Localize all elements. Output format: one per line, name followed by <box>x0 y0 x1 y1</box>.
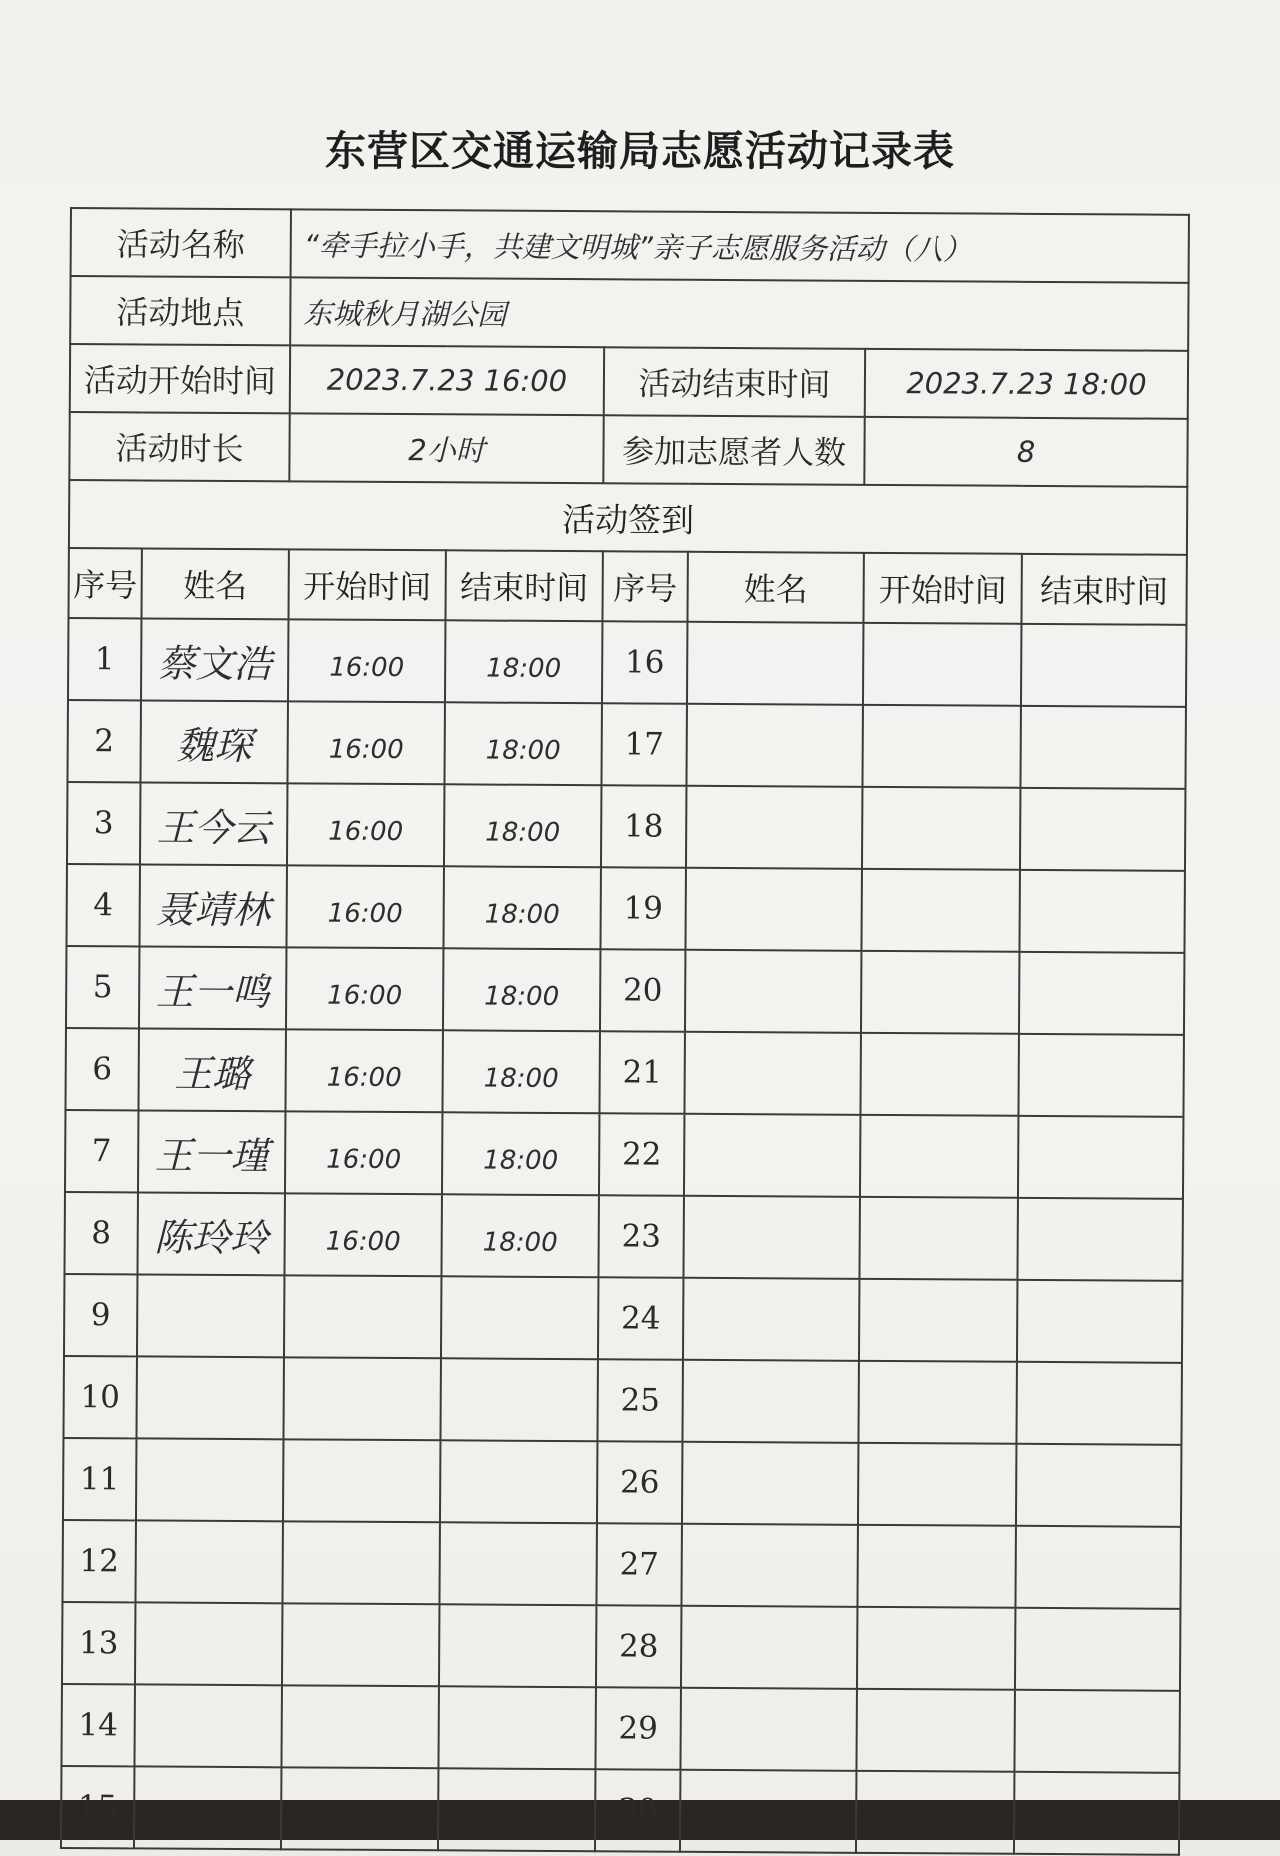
table-row <box>67 700 1186 789</box>
cell-left-end-time: 18:00 <box>444 784 601 867</box>
cell-right-name <box>683 1196 859 1279</box>
cell-left-start-time <box>283 1439 440 1522</box>
cell-left-name <box>134 1684 282 1767</box>
cell-right-end-time <box>1020 788 1186 871</box>
cell-right-end-time <box>1020 706 1186 789</box>
cell-right-number: 22 <box>599 1113 684 1196</box>
cell-right-name <box>684 1114 860 1197</box>
cell-right-number: 29 <box>595 1687 680 1770</box>
cell-right-name <box>684 1032 860 1115</box>
cell-left-name: 王一鸣 <box>139 946 287 1029</box>
cell-left-number: 15 <box>61 1766 134 1848</box>
table-row <box>64 1274 1183 1363</box>
cell-right-end-time <box>1018 1116 1184 1199</box>
cell-left-name: 王一瑾 <box>138 1110 286 1193</box>
cell-left-number: 10 <box>63 1356 136 1438</box>
cell-left-end-time <box>438 1768 595 1851</box>
cell-right-name <box>687 622 863 705</box>
cell-right-start-time <box>860 1033 1018 1116</box>
cell-left-end-time: 18:00 <box>442 1030 599 1113</box>
cell-right-name <box>681 1606 857 1689</box>
col-header-left-start: 开始时间 <box>289 549 446 620</box>
cell-left-end-time <box>440 1358 597 1441</box>
cell-right-number: 19 <box>600 867 685 950</box>
cell-right-name <box>685 950 861 1033</box>
cell-left-start-time <box>282 1521 439 1604</box>
cell-right-start-time <box>857 1607 1015 1690</box>
cell-right-number: 30 <box>595 1769 680 1852</box>
cell-left-start-time: 16:00 <box>286 947 443 1030</box>
cell-left-name: 王璐 <box>138 1028 286 1111</box>
cell-right-number: 20 <box>600 949 685 1032</box>
cell-right-start-time <box>863 623 1021 706</box>
cell-right-end-time <box>1014 1772 1180 1855</box>
cell-right-end-time <box>1018 1034 1184 1117</box>
cell-left-number: 1 <box>68 618 141 700</box>
location-value: 东城秋月湖公园 <box>290 277 1188 350</box>
cell-right-name <box>683 1278 859 1361</box>
cell-right-end-time <box>1015 1608 1181 1691</box>
cell-left-start-time: 16:00 <box>284 1193 441 1276</box>
cell-left-end-time <box>441 1276 598 1359</box>
cell-right-end-time <box>1015 1526 1181 1609</box>
table-row <box>66 946 1185 1035</box>
cell-left-number: 14 <box>61 1684 134 1766</box>
table-row <box>62 1520 1181 1609</box>
cell-right-name <box>682 1360 858 1443</box>
cell-left-name: 聂靖林 <box>139 864 287 947</box>
cell-left-name: 蔡文浩 <box>141 618 289 701</box>
cell-left-name: 魏琛 <box>140 700 288 783</box>
cell-right-end-time <box>1016 1444 1182 1527</box>
duration-label: 活动时长 <box>69 412 289 481</box>
cell-left-number: 7 <box>65 1110 138 1192</box>
cell-left-start-time <box>284 1275 441 1358</box>
cell-left-name <box>137 1274 285 1357</box>
cell-right-end-time <box>1021 624 1187 707</box>
cell-right-number: 21 <box>599 1031 684 1114</box>
start-time-value: 2023.7.23 16:00 <box>290 345 604 415</box>
row-duration <box>69 412 1187 487</box>
table-row <box>61 1684 1180 1773</box>
cell-left-name <box>135 1520 283 1603</box>
col-header-right-end: 结束时间 <box>1021 554 1186 625</box>
cell-left-number: 6 <box>65 1028 138 1110</box>
cell-left-name <box>136 1438 284 1521</box>
cell-left-start-time: 16:00 <box>288 619 445 702</box>
cell-right-number: 26 <box>597 1441 682 1524</box>
cell-right-end-time <box>1014 1690 1180 1773</box>
cell-left-end-time: 18:00 <box>443 866 600 949</box>
cell-left-start-time: 16:00 <box>287 783 444 866</box>
cell-left-start-time <box>282 1603 439 1686</box>
cell-right-name <box>680 1688 856 1771</box>
activity-name-value: “牵手拉小手，共建文明城”亲子志愿服务活动（八） <box>291 209 1189 282</box>
cell-left-number: 2 <box>67 700 140 782</box>
form-title: 东营区交通运输局志愿活动记录表 <box>325 127 955 175</box>
cell-right-start-time <box>861 869 1019 952</box>
end-time-value: 2023.7.23 18:00 <box>865 349 1188 419</box>
col-header-right-start: 开始时间 <box>863 553 1021 624</box>
cell-left-name <box>136 1356 284 1439</box>
cell-left-end-time: 18:00 <box>441 1194 598 1277</box>
cell-right-name <box>680 1770 856 1853</box>
volunteer-count-label: 参加志愿者人数 <box>603 415 864 485</box>
cell-left-number: 8 <box>64 1192 137 1274</box>
cell-right-number: 16 <box>602 621 687 704</box>
row-location <box>70 276 1188 351</box>
table-row <box>61 1766 1180 1855</box>
cell-left-end-time: 18:00 <box>442 1112 599 1195</box>
cell-right-start-time <box>857 1525 1015 1608</box>
cell-right-start-time <box>856 1771 1014 1854</box>
cell-right-start-time <box>862 787 1020 870</box>
column-header-row <box>68 548 1186 625</box>
cell-right-name <box>686 704 862 787</box>
cell-left-end-time <box>440 1440 597 1523</box>
table-row <box>63 1438 1182 1527</box>
table-row <box>63 1356 1182 1445</box>
cell-left-end-time: 18:00 <box>445 620 602 703</box>
table-row <box>66 864 1185 953</box>
table-row <box>64 1192 1183 1281</box>
cell-left-end-time: 18:00 <box>444 702 601 785</box>
cell-left-start-time: 16:00 <box>286 865 443 948</box>
cell-right-number: 17 <box>601 703 686 786</box>
cell-left-name <box>134 1766 282 1849</box>
cell-left-end-time <box>438 1686 595 1769</box>
cell-right-number: 23 <box>598 1195 683 1278</box>
cell-left-start-time <box>283 1357 440 1440</box>
cell-right-name <box>682 1442 858 1525</box>
cell-left-end-time <box>439 1604 596 1687</box>
cell-right-end-time <box>1019 952 1185 1035</box>
cell-right-end-time <box>1019 870 1185 953</box>
col-header-left-no: 序号 <box>68 548 141 618</box>
end-time-label: 活动结束时间 <box>604 347 865 417</box>
cell-right-name <box>686 786 862 869</box>
cell-left-end-time <box>439 1522 596 1605</box>
cell-left-number: 13 <box>62 1602 135 1684</box>
cell-right-start-time <box>862 705 1020 788</box>
cell-right-number: 24 <box>598 1277 683 1360</box>
cell-left-number: 4 <box>66 864 139 946</box>
cell-right-start-time <box>860 1115 1018 1198</box>
cell-right-end-time <box>1017 1198 1183 1281</box>
cell-left-start-time: 16:00 <box>285 1111 442 1194</box>
col-header-right-no: 序号 <box>602 551 687 622</box>
cell-right-name <box>685 868 861 951</box>
activity-name-label: 活动名称 <box>71 208 291 277</box>
cell-left-number: 3 <box>67 782 140 864</box>
cell-left-number: 9 <box>64 1274 137 1356</box>
cell-left-start-time <box>281 1685 438 1768</box>
volunteer-record-table <box>60 207 1190 1856</box>
cell-left-start-time: 16:00 <box>285 1029 442 1112</box>
row-signin-title <box>69 480 1187 555</box>
cell-right-number: 25 <box>597 1359 682 1442</box>
cell-right-start-time <box>861 951 1019 1034</box>
cell-right-number: 18 <box>601 785 686 868</box>
cell-right-start-time <box>858 1443 1016 1526</box>
col-header-right-name: 姓名 <box>687 552 863 623</box>
cell-right-name <box>681 1524 857 1607</box>
table-row <box>68 618 1187 707</box>
volunteer-count-value: 8 <box>864 417 1187 487</box>
cell-right-start-time <box>858 1361 1016 1444</box>
signin-section-title: 活动签到 <box>69 480 1187 555</box>
table-row <box>67 782 1186 871</box>
cell-right-start-time <box>859 1279 1017 1362</box>
cell-left-start-time: 16:00 <box>287 701 444 784</box>
duration-value: 2小时 <box>289 413 603 483</box>
cell-left-name: 王今云 <box>140 782 288 865</box>
cell-left-start-time <box>281 1767 438 1850</box>
cell-left-end-time: 18:00 <box>443 948 600 1031</box>
row-activity-name <box>71 208 1189 283</box>
cell-right-end-time <box>1016 1362 1182 1445</box>
cell-right-number: 27 <box>596 1523 681 1606</box>
cell-right-number: 28 <box>596 1605 681 1688</box>
location-label: 活动地点 <box>70 276 290 345</box>
cell-right-start-time <box>856 1689 1014 1772</box>
row-time <box>70 344 1188 419</box>
col-header-left-end: 结束时间 <box>445 550 602 621</box>
cell-left-number: 5 <box>66 946 139 1028</box>
cell-left-name: 陈玲玲 <box>137 1192 285 1275</box>
cell-right-start-time <box>859 1197 1017 1280</box>
table-row <box>65 1110 1184 1199</box>
table-row <box>62 1602 1181 1691</box>
table-row <box>65 1028 1184 1117</box>
cell-right-end-time <box>1017 1280 1183 1363</box>
cell-left-number: 11 <box>63 1438 136 1520</box>
cell-left-name <box>135 1602 283 1685</box>
start-time-label: 活动开始时间 <box>70 344 290 413</box>
cell-left-number: 12 <box>62 1520 135 1602</box>
col-header-left-name: 姓名 <box>141 548 288 619</box>
